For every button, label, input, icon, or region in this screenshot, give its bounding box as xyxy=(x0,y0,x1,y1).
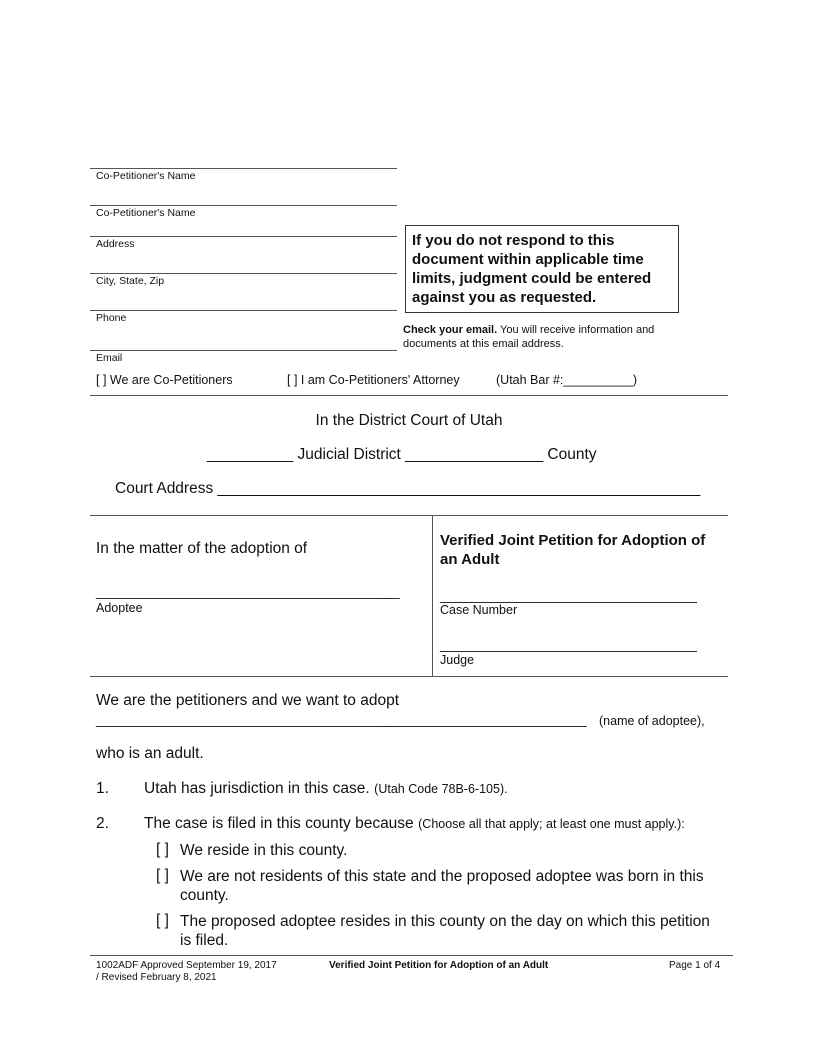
intro-text: We are the petitioners and we want to adopt xyxy=(96,692,400,709)
footer-form-id: 1002ADF Approved September 19, 2017 / Revised February 8, 2021 xyxy=(96,960,277,983)
option-2-checkbox[interactable]: [ ] xyxy=(156,867,169,884)
case-number-blank[interactable]: _________________________________ xyxy=(440,587,697,603)
option-2-text: We are not residents of this state and the proposed adoptee was born in this county. xyxy=(180,868,704,904)
item1-number: 1. xyxy=(96,780,109,797)
warning-text: If you do not respond to this document within applicable time limits, judgment could be entered against you as requested. xyxy=(412,232,652,306)
case-number-label: Case Number xyxy=(440,603,518,617)
address-label: Address xyxy=(96,238,135,250)
option-1-checkbox[interactable]: [ ] xyxy=(156,841,169,858)
item1-text: Utah has jurisdiction in this case. xyxy=(144,780,370,797)
who-adult-text: who is an adult. xyxy=(96,745,204,762)
option-3-checkbox[interactable]: [ ] xyxy=(156,912,169,929)
footer-divider xyxy=(90,955,733,956)
email-note-bold: Check your email. xyxy=(403,324,498,336)
district-county-line[interactable]: __________ Judicial District ________________ County xyxy=(207,446,597,463)
email-note-rest: You will receive information and documents at this email address. xyxy=(403,324,655,350)
matter-text: In the matter of the adoption of xyxy=(96,540,308,557)
city-label: City, State, Zip xyxy=(96,275,165,287)
copet1-line[interactable] xyxy=(90,168,397,169)
email-line[interactable] xyxy=(90,350,397,351)
copet1-label: Co-Petitioner's Name xyxy=(96,170,196,182)
court-address-line[interactable]: Court Address ________________________________________________________ xyxy=(115,480,701,497)
utah-bar-number[interactable]: (Utah Bar #:__________) xyxy=(496,373,638,387)
document-title: Verified Joint Petition for Adoption of an Adult xyxy=(440,532,706,568)
judge-label: Judge xyxy=(440,653,475,667)
footer-title: Verified Joint Petition for Adoption of an Adult xyxy=(329,960,549,971)
email-note xyxy=(403,323,693,351)
copet2-label: Co-Petitioner's Name xyxy=(96,207,196,219)
option-1-text: We reside in this county. xyxy=(180,842,348,859)
judge-blank[interactable]: _________________________________ xyxy=(440,636,697,652)
checkbox-attorney[interactable]: [ ] I am Co-Petitioners' Attorney xyxy=(287,373,460,387)
caption-bottom-border xyxy=(90,676,728,677)
email-label: Email xyxy=(96,352,123,364)
item2-number: 2. xyxy=(96,815,109,832)
option-3-text: The proposed adoptee resides in this county on the day on which this petition is filed. xyxy=(180,913,710,949)
court-title: In the District Court of Utah xyxy=(315,412,503,429)
item2-hint: (Choose all that apply; at least one must apply.): xyxy=(418,817,685,831)
adoptee-label: Adoptee xyxy=(96,601,143,615)
header-divider xyxy=(90,395,728,396)
adoptee-name-blank[interactable]: _______________________________________________________________ xyxy=(96,711,587,727)
caption-top-border xyxy=(90,515,728,516)
item1 xyxy=(144,780,508,798)
item2-text: The case is filed in this county because xyxy=(144,815,414,832)
adoptee-blank[interactable]: _______________________________________ xyxy=(96,583,400,599)
checkbox-copetitioners[interactable]: [ ] We are Co-Petitioners xyxy=(96,373,233,387)
copet2-line[interactable] xyxy=(90,205,397,206)
caption-divider xyxy=(432,515,433,676)
city-line[interactable] xyxy=(90,273,397,274)
item2 xyxy=(144,815,685,833)
address-line[interactable] xyxy=(90,236,397,237)
item1-ref: (Utah Code 78B-6-105). xyxy=(374,782,508,796)
warning-box xyxy=(405,225,679,313)
adoptee-name-hint: (name of adoptee), xyxy=(599,714,705,728)
footer-page: Page 1 of 4 xyxy=(669,960,721,971)
phone-line[interactable] xyxy=(90,310,397,311)
phone-label: Phone xyxy=(96,312,127,324)
